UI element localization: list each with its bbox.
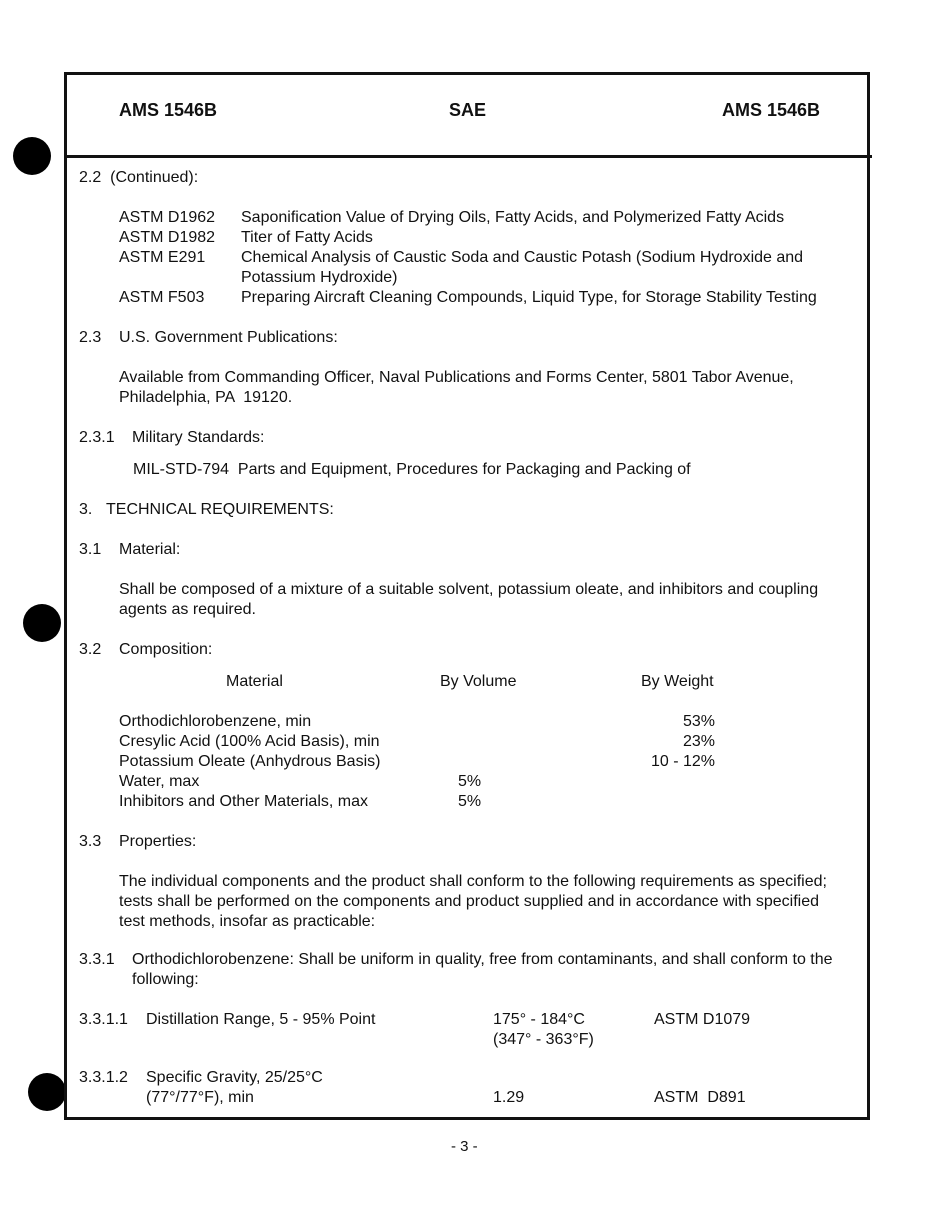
table-cell-material: Orthodichlorobenzene, min — [119, 713, 312, 730]
column-header-material: Material — [226, 673, 283, 690]
header-doc-number-left: AMS 1546B — [119, 100, 218, 120]
table-cell-material: Water, max — [119, 773, 200, 790]
header-divider — [64, 155, 872, 158]
section-title: Properties: — [119, 833, 197, 850]
binder-hole-top — [13, 137, 51, 175]
property-value: 175° - 184°C — [493, 1011, 585, 1028]
ref-code: ASTM D1982 — [119, 229, 216, 246]
paragraph-line: following: — [132, 971, 199, 988]
section-number: 3.3.1 — [79, 951, 115, 968]
property-value: 1.29 — [493, 1089, 525, 1106]
table-cell-volume: 5% — [458, 773, 482, 790]
binder-hole-middle — [23, 604, 61, 642]
table-cell-material: Inhibitors and Other Materials, max — [119, 793, 368, 810]
section-title: TECHNICAL REQUIREMENTS: — [106, 501, 334, 518]
header-doc-number-right: AMS 1546B — [722, 100, 821, 120]
section-number: 3.3.1.1 — [79, 1011, 128, 1028]
section-number: 3.3 — [79, 833, 102, 850]
header-org: SAE — [449, 100, 487, 120]
paragraph-line: agents as required. — [119, 601, 256, 618]
binder-hole-bottom — [28, 1073, 66, 1111]
section-number: 3.2 — [79, 641, 102, 658]
section-title: U.S. Government Publications: — [119, 329, 338, 346]
ref-code: ASTM E291 — [119, 249, 206, 266]
section-number: 3. — [79, 501, 93, 518]
ref-title: Preparing Aircraft Cleaning Compounds, Liquid Type, for Storage Stability Testing — [241, 289, 817, 306]
column-header-weight: By Weight — [641, 673, 714, 690]
table-cell-material: Cresylic Acid (100% Acid Basis), min — [119, 733, 380, 750]
paragraph-line: The individual components and the product shall conform to the following requirements as specified; — [119, 873, 827, 890]
test-method: ASTM D891 — [654, 1089, 746, 1106]
table-cell-weight: 23% — [682, 733, 715, 750]
table-cell-weight: 10 - 12% — [650, 753, 715, 770]
section-title: Composition: — [119, 641, 213, 658]
section-number: 2.3 — [79, 329, 102, 346]
paragraph-line: Orthodichlorobenzene: Shall be uniform in quality, free from contaminants, and shall conform to the — [132, 951, 833, 968]
ref-title: Chemical Analysis of Caustic Soda and Caustic Potash (Sodium Hydroxide and — [241, 249, 804, 266]
ref-title-continued: Potassium Hydroxide) — [241, 269, 398, 286]
table-cell-material: Potassium Oleate (Anhydrous Basis) — [119, 753, 381, 770]
paragraph-line: Shall be composed of a mixture of a suitable solvent, potassium oleate, and inhibitors and coupling — [119, 581, 819, 598]
section-number: 2.3.1 — [79, 429, 115, 446]
property-value-secondary: (347° - 363°F) — [493, 1031, 594, 1048]
test-method: ASTM D1079 — [654, 1011, 751, 1028]
paragraph-line: tests shall be performed on the components and product supplied and in accordance with specified — [119, 893, 819, 910]
paragraph-line: Available from Commanding Officer, Naval Publications and Forms Center, 5801 Tabor Avenue, — [119, 369, 794, 386]
property-name: Distillation Range, 5 - 95% Point — [146, 1011, 376, 1028]
ref-title: Saponification Value of Drying Oils, Fatty Acids, and Polymerized Fatty Acids — [241, 209, 785, 226]
paragraph-line: test methods, insofar as practicable: — [119, 913, 376, 930]
paragraph-line: Philadelphia, PA 19120. — [119, 389, 293, 406]
ref-title: Titer of Fatty Acids — [241, 229, 373, 246]
section-number: 3.3.1.2 — [79, 1069, 128, 1086]
ref-code: ASTM F503 — [119, 289, 205, 306]
ref-code: ASTM D1962 — [119, 209, 216, 226]
property-name-continued: (77°/77°F), min — [146, 1089, 254, 1106]
military-standard-ref: MIL-STD-794 Parts and Equipment, Procedures for Packaging and Packing of — [133, 461, 691, 478]
section-number: 3.1 — [79, 541, 102, 558]
section-title: Material: — [119, 541, 181, 558]
section-2-2-heading: 2.2 (Continued): — [79, 169, 199, 186]
column-header-volume: By Volume — [440, 673, 517, 690]
table-cell-volume: 5% — [458, 793, 482, 810]
property-name: Specific Gravity, 25/25°C — [146, 1069, 323, 1086]
table-cell-weight: 53% — [682, 713, 715, 730]
section-title: Military Standards: — [132, 429, 265, 446]
page-number: - 3 - — [451, 1138, 478, 1155]
